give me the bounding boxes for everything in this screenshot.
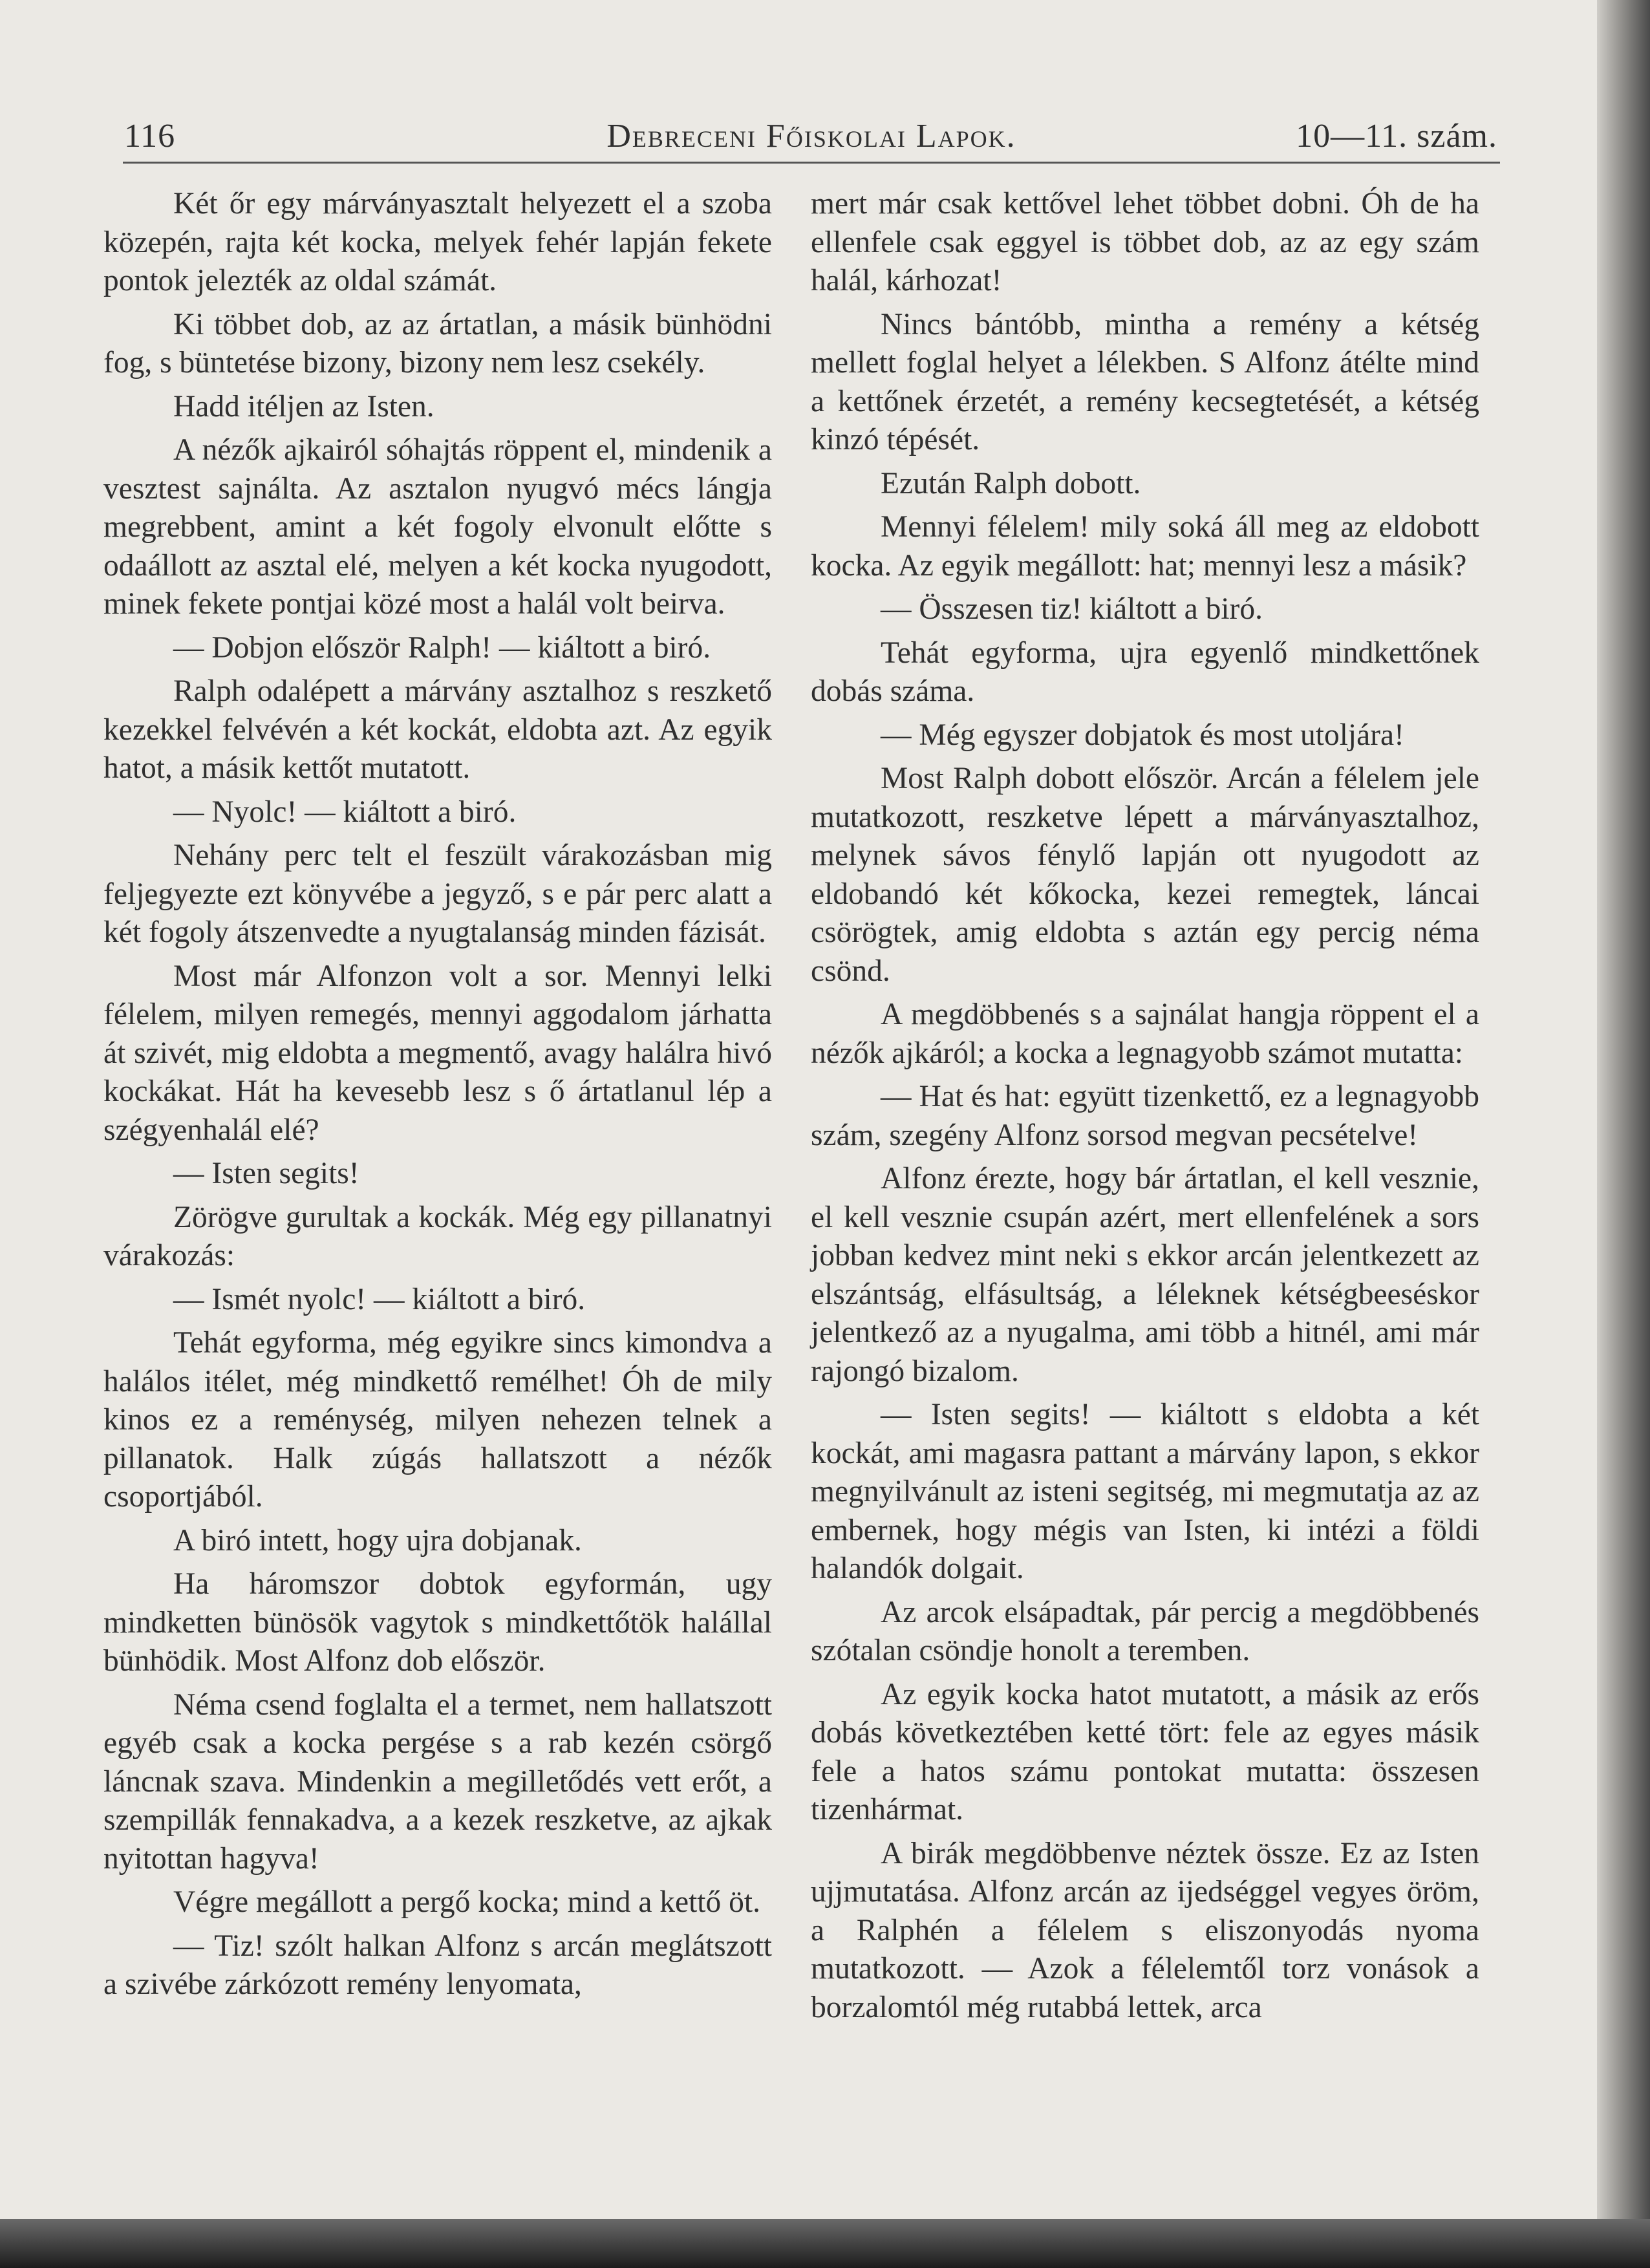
paragraph: Most már Alfonzon volt a sor. Mennyi lelki félelem, milyen remegés, mennyi aggodalom járhatta át szivét, mig eldobta a megmentő, avagy halálra hivó kockákat. Hát ha kevesebb lesz s ő ártatlanul lép a szégyenhalál elé? — [103, 959, 772, 1147]
paragraph: Hadd itéljen az Isten. — [173, 389, 434, 423]
paragraph: — Isten segits! — kiáltott s eldobta a két kockát, ami magasra pattant a márvány lapon, s ekkor megnyilvánult az isteni segitség, mi megmutatja az az embernek, hogy mégis van Isten, ki intézi a földi halandók dolgait. — [811, 1398, 1479, 1585]
paragraph: Az egyik kocka hatot mutatott, a másik az erős dobás következtében ketté tört: fele az egyes másik fele a hatos számu pontokat mutatta: összesen tizenhármat. — [811, 1677, 1479, 1826]
paragraph: A megdöbbenés s a sajnálat hangja röppent el a nézők ajkáról; a kocka a legnagyobb számot mutatta: — [811, 998, 1479, 1070]
paragraph: Végre megállott a pergő kocka; mind a kettő öt. — [173, 1885, 760, 1919]
paragraph: — Ismét nyolc! — kiáltott a biró. — [173, 1282, 586, 1316]
paragraph: Tehát egyforma, ujra egyenlő mindkettőnek dobás száma. — [811, 636, 1479, 708]
paragraph: Ralph odalépett a márvány asztalhoz s reszkető kezekkel felvévén a két kockát, eldobta azt. Az egyik hatot, a másik kettőt mutatott. — [103, 674, 772, 785]
right-column — [811, 185, 1479, 2032]
paragraph: Tehát egyforma, még egyikre sincs kimondva a halálos itélet, még mindkettő remélhet! Óh de mily kinos ez a reménység, milyen nehezen telnek a pillanatok. Halk zúgás hallatszott a nézők csoportjából. — [103, 1326, 772, 1514]
journal-title: Debreceni Főiskolai Lapok. — [606, 118, 1016, 155]
paragraph: Ki többet dob, az az ártatlan, a másik bünhödni fog, s büntetése bizony, bizony nem lesz csekély. — [103, 307, 772, 380]
paragraph: — Hat és hat: együtt tizenkettő, ez a legnagyobb szám, szegény Alfonz sorsod megvan pecsételve! — [811, 1080, 1479, 1152]
paragraph: Nehány perc telt el feszült várakozásban mig feljegyezte ezt könyvébe a jegyző, s e pár perc alatt a két fogoly átszenvedte a nyugtalanság minden fázisát. — [103, 839, 772, 949]
paragraph: — Összesen tiz! kiáltott a biró. — [881, 592, 1263, 626]
paragraph: Két őr egy márványasztalt helyezett el a szoba közepén, rajta két kocka, melyek fehér lapján fekete pontok jelezték az oldal számát. — [103, 187, 772, 297]
paragraph: A biró intett, hogy ujra dobjanak. — [173, 1523, 582, 1557]
paragraph: Nincs bántóbb, mintha a remény a kétség mellett foglal helyet a lélekben. S Alfonz átélte mind a kettőnek érzetét, a remény kecsegtetését, a kétség kinzó tépését. — [811, 307, 1479, 456]
paragraph: A nézők ajkairól sóhajtás röppent el, mindenik a vesztest sajnálta. Az asztalon nyugvó mécs lángja megrebbent, amint a két fogoly elvonult előtte s odaállott az asztal elé, melyen a két kocka nyugodott, minek fekete pontjai közé most a halál volt beirva. — [103, 433, 772, 621]
left-column — [103, 185, 772, 2009]
page-number: 116 — [124, 118, 176, 155]
paragraph: Most Ralph dobott először. Arcán a félelem jele mutatkozott, reszketve lépett a márványasztalhoz, melynek sávos fénylő lapján ott nyugodott az eldobandó két kőkocka, kezei remegtek, láncai csörögtek, amig eldobta s aztán egy percig néma csönd. — [811, 762, 1479, 988]
paragraph: — Tiz! szólt halkan Alfonz s arcán meglátszott a szivébe zárkózott remény lenyomata, — [103, 1929, 772, 2001]
paragraph: Ha háromszor dobtok egyformán, ugy mindketten bünösök vagytok s mindkettőtök halállal bünhödik. Most Alfonz dob először. — [103, 1567, 772, 1678]
continued-paragraph: mert már csak kettővel lehet többet dobni. Óh de ha ellenfele csak eggyel is többet dob, az az egy szám halál, kárhozat! — [811, 187, 1479, 297]
paragraph: Néma csend foglalta el a termet, nem hallatszott egyéb csak a kocka pergése s a rab kezén csörgő láncnak szava. Mindenkin a megilletődés vett erőt, a szempillák fennakadva, a a kezek reszketve, az ajkak nyitottan hagyva! — [103, 1687, 772, 1876]
scan-bottom-border — [0, 2219, 1650, 2268]
paragraph: Mennyi félelem! mily soká áll meg az eldobott kocka. Az egyik megállott: hat; mennyi lesz a másik? — [811, 510, 1479, 583]
paragraph: — Még egyszer dobjatok és most utoljára! — [881, 718, 1404, 752]
paragraph: Ezután Ralph dobott. — [881, 466, 1141, 500]
paragraph: A birák megdöbbenve néztek össze. Ez az Isten ujjmutatása. Alfonz arcán az ijedséggel vegyes öröm, a Ralphén a félelem s eliszonyodás nyoma mutatkozott. — Azok a félelemtől torz vonások a borzalomtól még rutabbá lettek, arca — [811, 1836, 1479, 2024]
paragraph: Az arcok elsápadtak, pár percig a megdöbbenés szótalan csöndje honolt a teremben. — [811, 1595, 1479, 1667]
paragraph: Zörögve gurultak a kockák. Még egy pillanatnyi várakozás: — [103, 1200, 772, 1272]
page-binding-edge — [1597, 0, 1650, 2268]
issue-number: 10—11. szám. — [1296, 118, 1497, 155]
running-header — [123, 110, 1500, 164]
paragraph: — Nyolc! — kiáltott a biró. — [173, 795, 517, 829]
paragraph: Alfonz érezte, hogy bár ártatlan, el kell vesznie, el kell vesznie csupán azért, mert ellenfelének a sors jobban kedvez mint neki s ekkor arcán jelentkezett az elszántság, elfásultság, a léleknek kétségbeeséskor jelentkező az a nyugalma, ami több a hitnél, ami már rajongó bizalom. — [811, 1162, 1479, 1388]
paragraph: — Dobjon először Ralph! — kiáltott a biró. — [173, 630, 711, 665]
paragraph: — Isten segits! — [173, 1157, 359, 1190]
